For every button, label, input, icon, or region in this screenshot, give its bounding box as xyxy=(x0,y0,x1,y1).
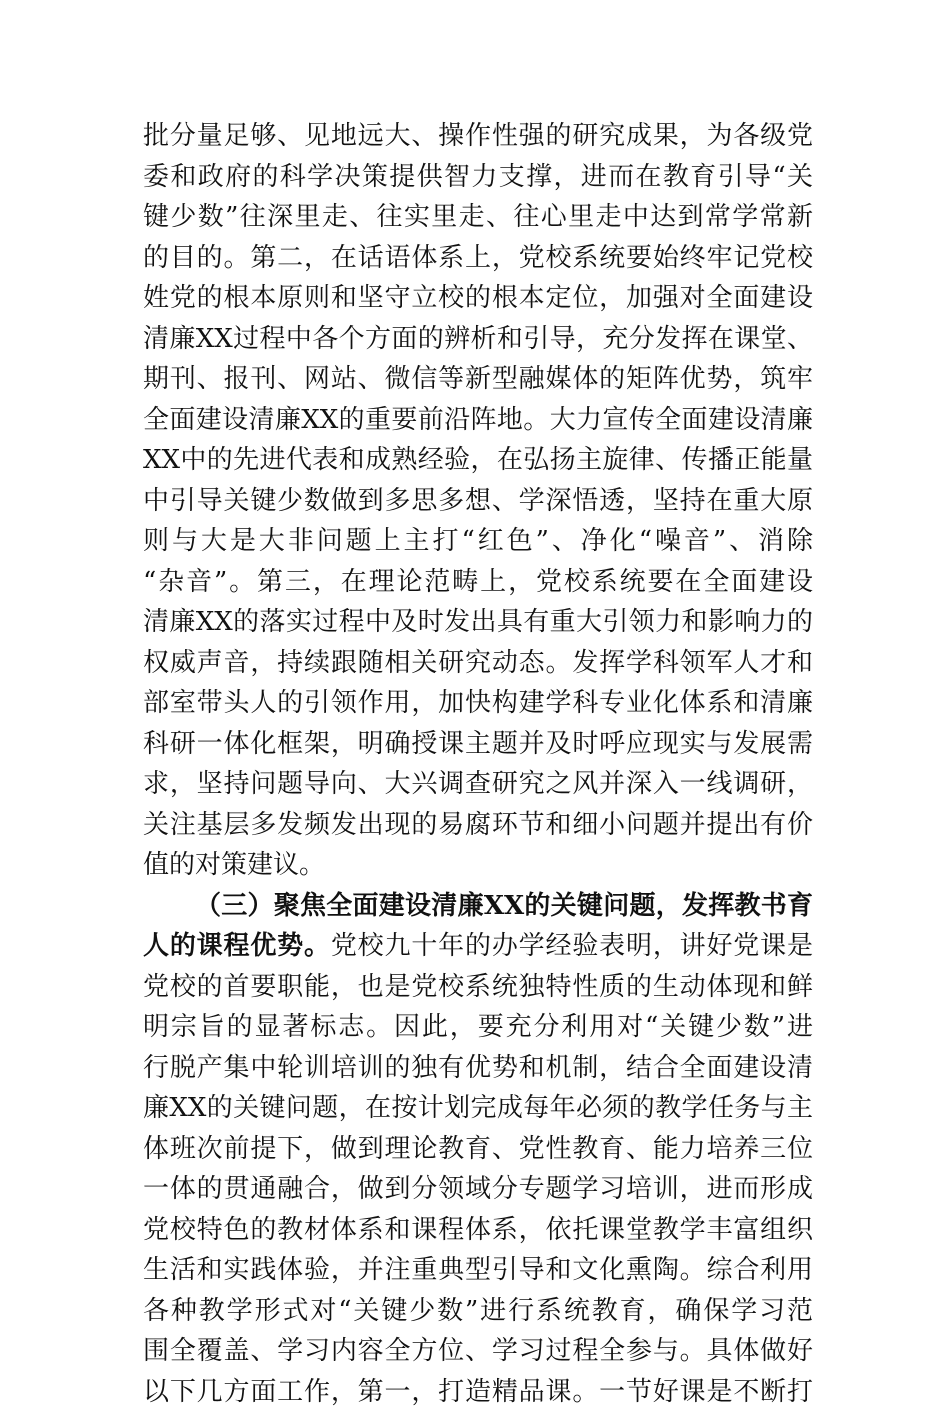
text-line: 廉XX的关键问题，在按计划完成每年必须的教学任务与主 xyxy=(143,1088,813,1129)
body-text xyxy=(143,116,813,1412)
text-line: 的目的。第二，在话语体系上，党校系统要始终牢记党校 xyxy=(143,238,813,279)
text-line: 批分量足够、见地远大、操作性强的研究成果，为各级党 xyxy=(143,116,813,157)
text-line: 委和政府的科学决策提供智力支撑，进而在教育引导“关 xyxy=(143,157,813,198)
text-line: 则与大是大非问题上主打“红色”、净化“噪音”、消除 xyxy=(143,521,813,562)
text-line: 一体的贯通融合，做到分领域分专题学习培训，进而形成 xyxy=(143,1169,813,1210)
text-span: 党校九十年的办学经验表明，讲好党课是 xyxy=(331,931,813,961)
text-line: 中引导关键少数做到多思多想、学深悟透，坚持在重大原 xyxy=(143,481,813,522)
text-line: 明宗旨的显著标志。因此，要充分利用对“关键少数”进 xyxy=(143,1007,813,1048)
text-line: 体班次前提下，做到理论教育、党性教育、能力培养三位 xyxy=(143,1129,813,1170)
section-heading-line xyxy=(143,886,813,927)
text-line: 以下几方面工作，第一，打造精品课。一节好课是不断打 xyxy=(143,1372,813,1412)
paragraph-end-line: 值的对策建议。 xyxy=(143,845,813,886)
text-line: 行脱产集中轮训培训的独有优势和机制，结合全面建设清 xyxy=(143,1048,813,1089)
text-line: 部室带头人的引领作用，加快构建学科专业化体系和清廉 xyxy=(143,683,813,724)
text-line: 权威声音，持续跟随相关研究动态。发挥学科领军人才和 xyxy=(143,643,813,684)
text-line: 清廉XX过程中各个方面的辨析和引导，充分发挥在课堂、 xyxy=(143,319,813,360)
text-line: XX中的先进代表和成熟经验，在弘扬主旋律、传播正能量 xyxy=(143,440,813,481)
text-line: 姓党的根本原则和坚守立校的根本定位，加强对全面建设 xyxy=(143,278,813,319)
text-line: 全面建设清廉XX的重要前沿阵地。大力宣传全面建设清廉 xyxy=(143,400,813,441)
text-line: 求，坚持问题导向、大兴调查研究之风并深入一线调研， xyxy=(143,764,813,805)
text-line: 键少数”往深里走、往实里走、往心里走中达到常学常新 xyxy=(143,197,813,238)
section-heading: （三）聚焦全面建设清廉XX的关键问题，发挥教书育 xyxy=(195,891,813,921)
text-line: 生活和实践体验，并注重典型引导和文化熏陶。综合利用 xyxy=(143,1250,813,1291)
section-heading-end: 人的课程优势。 xyxy=(143,931,331,961)
text-line xyxy=(143,926,813,967)
text-line: 期刊、报刊、网站、微信等新型融媒体的矩阵优势，筑牢 xyxy=(143,359,813,400)
text-line: 各种教学形式对“关键少数”进行系统教育，确保学习范 xyxy=(143,1291,813,1332)
text-line: 关注基层多发频发出现的易腐环节和细小问题并提出有价 xyxy=(143,805,813,846)
text-line: 党校的首要职能，也是党校系统独特性质的生动体现和鲜 xyxy=(143,967,813,1008)
text-line: 清廉XX的落实过程中及时发出具有重大引领力和影响力的 xyxy=(143,602,813,643)
text-line: 科研一体化框架，明确授课主题并及时呼应现实与发展需 xyxy=(143,724,813,765)
text-line: 围全覆盖、学习内容全方位、学习过程全参与。具体做好 xyxy=(143,1331,813,1372)
text-line: “杂音”。第三，在理论范畴上，党校系统要在全面建设 xyxy=(143,562,813,603)
text-line: 党校特色的教材体系和课程体系，依托课堂教学丰富组织 xyxy=(143,1210,813,1251)
